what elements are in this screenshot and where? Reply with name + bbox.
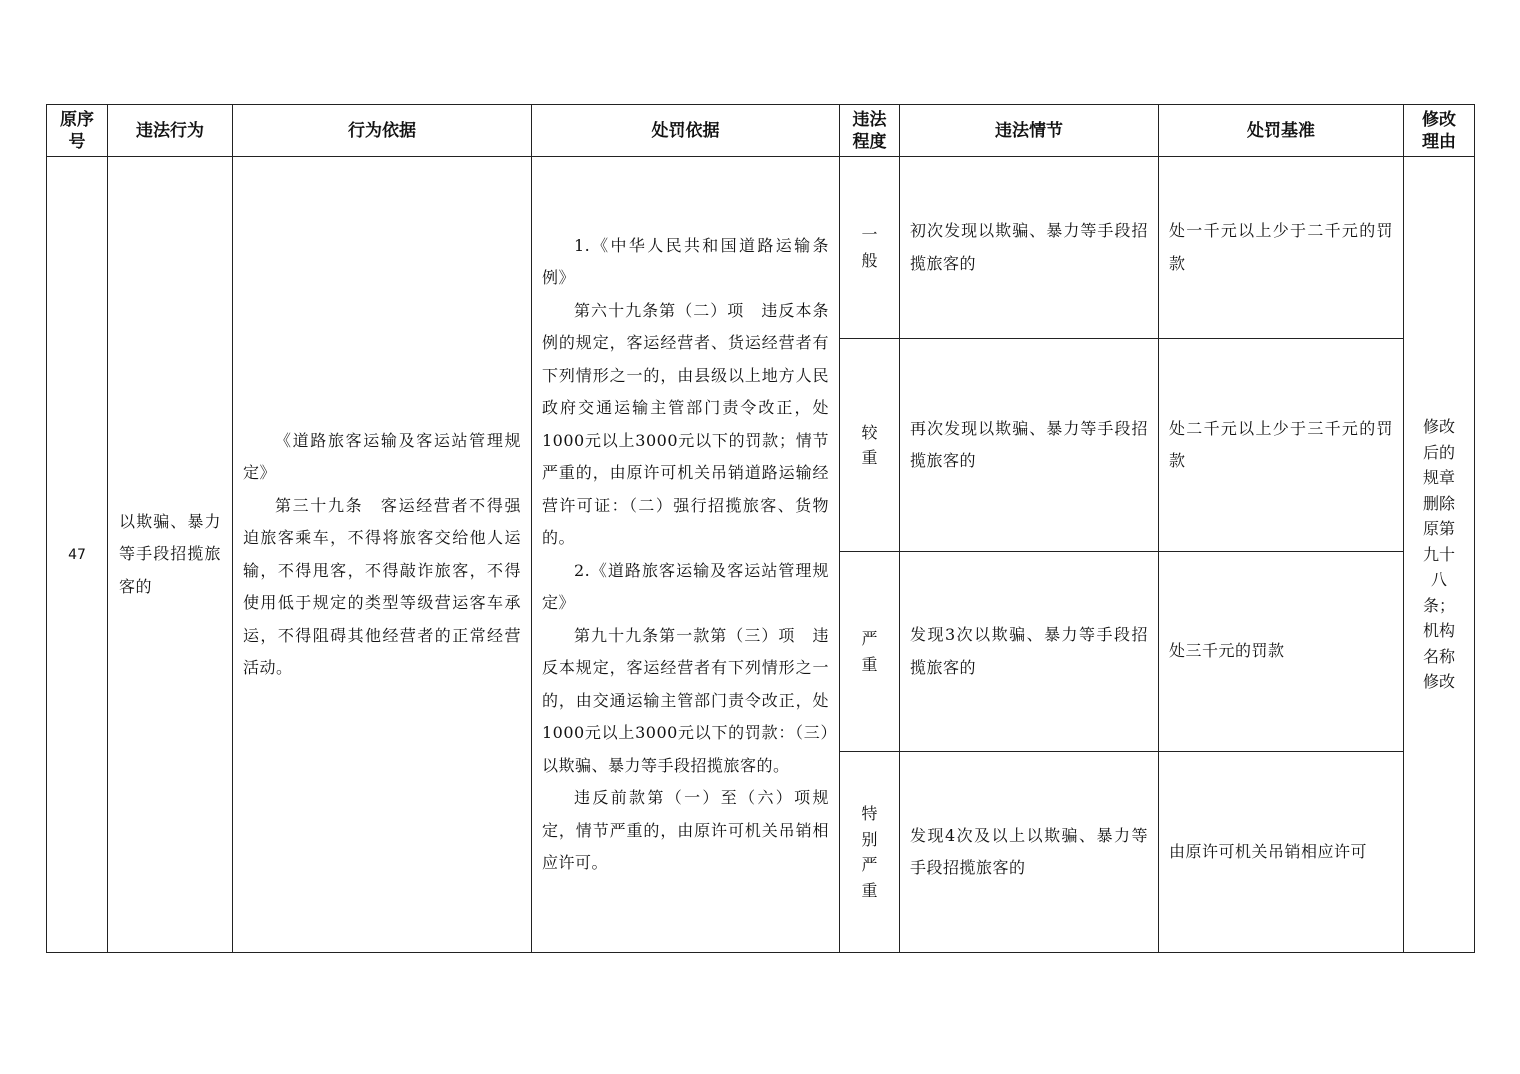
circumstance-cell: 再次发现以欺骗、暴力等手段招揽旅客的	[900, 339, 1159, 552]
degree-cell: 特别严重	[840, 752, 900, 953]
header-circumstance: 违法情节	[900, 105, 1159, 157]
behavior-basis-cell	[233, 157, 532, 953]
penalty-basis-article-2: 第九十九条第一款第（三）项 违反本规定，客运经营者有下列情形之一的，由交通运输主管部门责令改正，处1000元以上3000元以下的罚款：（三）以欺骗、暴力等手段招揽旅客的。	[542, 625, 829, 775]
penalty-standard-cell: 处二千元以上少于三千元的罚款	[1159, 339, 1404, 552]
degree-cell: 一般	[840, 157, 900, 339]
penalty-basis-cell	[532, 157, 840, 953]
penalty-basis-law-2: 2.《道路旅客运输及客运站管理规定》	[542, 560, 829, 612]
behavior-cell: 以欺骗、暴力等手段招揽旅客的	[108, 157, 233, 953]
original-no-cell: 47	[47, 157, 108, 953]
penalty-basis-law-1: 1.《中华人民共和国道路运输条例》	[542, 235, 829, 287]
circumstance-cell: 初次发现以欺骗、暴力等手段招揽旅客的	[900, 157, 1159, 339]
header-degree: 违法程度	[840, 105, 900, 157]
circumstance-cell: 发现3次以欺骗、暴力等手段招揽旅客的	[900, 552, 1159, 752]
header-penalty-standard: 处罚基准	[1159, 105, 1404, 157]
table-header-row	[47, 105, 1475, 157]
header-revision-reason: 修改理由	[1404, 105, 1475, 157]
penalty-basis-article-1: 第六十九条第（二）项 违反本条例的规定，客运经营者、货运经营者有下列情形之一的，由县级以上地方人民政府交通运输主管部门责令改正，处1000元以上3000元以下的罚款；情节严重的，由原许可机关吊销道路运输经营许可证：（二）强行招揽旅客、货物的。	[542, 300, 829, 547]
penalty-standard-table	[46, 104, 1475, 953]
header-original-no: 原序号	[47, 105, 108, 157]
circumstance-cell: 发现4次及以上以欺骗、暴力等手段招揽旅客的	[900, 752, 1159, 953]
penalty-standard-cell: 由原许可机关吊销相应许可	[1159, 752, 1404, 953]
header-behavior: 违法行为	[108, 105, 233, 157]
penalty-basis-article-3: 违反前款第（一）至（六）项规定，情节严重的，由原许可机关吊销相应许可。	[542, 788, 829, 872]
penalty-standard-cell: 处一千元以上少于二千元的罚款	[1159, 157, 1404, 339]
revision-reason-cell: 修改后的规章删除原第九十八条；机构名称修改	[1404, 157, 1475, 953]
header-penalty-basis: 处罚依据	[532, 105, 840, 157]
header-behavior-basis: 行为依据	[233, 105, 532, 157]
degree-cell: 严重	[840, 552, 900, 752]
behavior-basis-title: 《道路旅客运输及客运站管理规定》	[243, 430, 521, 482]
behavior-basis-article: 第三十九条 客运经营者不得强迫旅客乘车，不得将旅客交给他人运输，不得甩客，不得敲诈旅客，不得使用低于规定的类型等级营运客车承运，不得阻碍其他经营者的正常经营活动。	[243, 495, 521, 677]
table-row	[47, 157, 1475, 339]
degree-cell: 较重	[840, 339, 900, 552]
penalty-standard-cell: 处三千元的罚款	[1159, 552, 1404, 752]
